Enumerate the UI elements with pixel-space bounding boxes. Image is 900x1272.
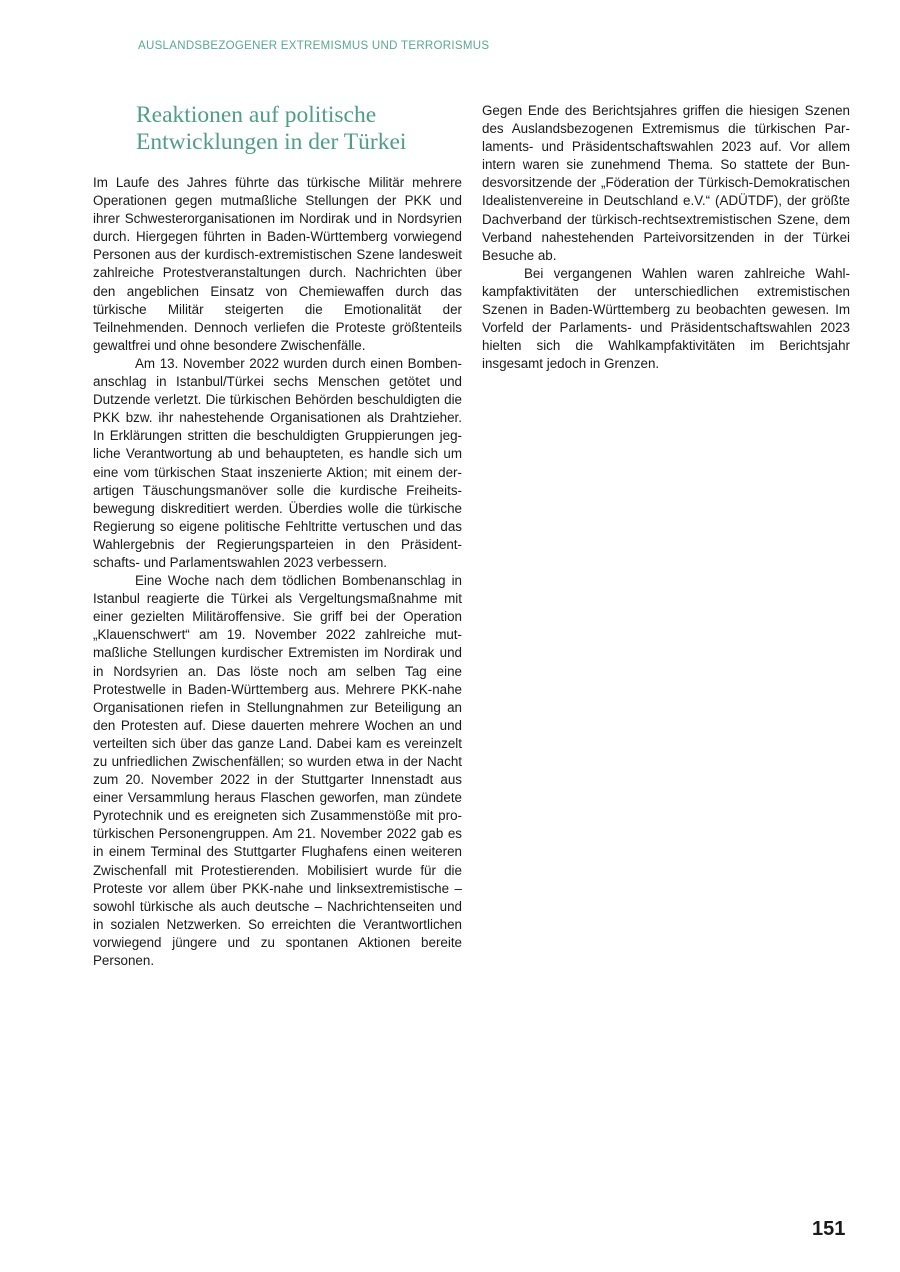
section-heading-line-1: Reaktionen auf politische (136, 102, 377, 128)
left-column (93, 102, 462, 970)
paragraph: Im Laufe des Jahres führte das türkische Militär mehrere Operationen gegen mutmaßliche Stellungen der PKK und ihrer Schwesterorganisationen im Nordirak und in Nordsyrien durch. Hiergegen führten in Baden-Württemberg vorwiegend Personen aus der kurdisch-extremistischen Szene landesweit zahlreiche Protestveranstaltungen durch. Nachrichten über den angeblichen Einsatz von Chemiewaffen durch das türkische Militär steigerten die Emotionalität der Teilnehmenden. Dennoch verliefen die Proteste größtenteils gewaltfrei und ohne besondere Zwischenfälle. (93, 175, 462, 353)
paragraph: Gegen Ende des Berichtsjahres griffen die hiesigen Szenen des Auslandsbezogenen Extremismus die türkischen Parlaments- und Präsidentschaftswahlen 2023 auf. Vor allem intern waren sie zunehmend Thema. So stattete der Bundesvorsitzende der „Föderation der Türkisch-Demokratischen Idealistenvereine in Deutschland e.V.“ (ADÜTDF), der größte Dachverband der türkisch-rechtsextremistischen Szene, dem Verband nahestehenden Parteivorsitzenden in der Türkei Besuche ab. (482, 103, 850, 263)
section-heading (136, 102, 462, 156)
running-head: AUSLANDSBEZOGENER EXTREMISMUS UND TERRORISMUS (138, 40, 490, 52)
section-heading-line-2: Entwicklungen in der Türkei (136, 129, 407, 155)
page-number: 151 (812, 1218, 846, 1240)
right-column (482, 102, 850, 373)
paragraph: Bei vergangenen Wahlen waren zahlreiche Wahlkampfaktivitäten der unterschiedlichen extremistischen Szenen in Baden-Württemberg zu beobachten gewesen. Im Vorfeld der Parlaments- und Präsidentschaftswahlen 2023 hielten sich die Wahlkampfaktivitäten im Berichtsjahr insgesamt jedoch in Grenzen. (482, 265, 850, 372)
paragraph: Eine Woche nach dem tödlichen Bombenanschlag in Istanbul reagierte die Türkei als Vergeltungsmaßnahme mit einer gezielten Militäroffensive. Sie griff bei der Operation „Klauenschwert“ am 19. November 2022 zahlreiche mutmaßliche Stellungen kurdischer Extremisten im Nordirak und in Nordsyrien an. Das löste noch am selben Tag eine Protestwelle in Baden-Württemberg aus. Mehrere PKK-nahe Organisationen riefen in Stellungnahmen zur Beteiligung an den Protesten auf. Diese dauerten mehrere Wochen an und verteilten sich über das ganze Land. Dabei kam es vereinzelt zu unfriedlichen Zwischenfällen; so wurden etwa in der Nacht zum 20. November 2022 in der Stuttgarter Innenstadt aus einer Versammlung heraus Flaschen geworfen, man zündete Pyrotechnik und es ereigneten sich Zusammenstöße mit pro-türkischen Personengruppen. Am 21. November 2022 gab es in einem Terminal des Stuttgarter Flughafens einen weiteren Zwischenfall mit Protestierenden. Mobilisiert wurde für die Proteste vor allem über PKK-nahe und linksextremistische – sowohl türkische als auch deutsche – Nachrichtenseiten und in sozialen Netzwerken. So erreichten die Verantwortlichen vorwiegend jüngere und zu spontanen Aktionen bereite Personen. (93, 573, 462, 969)
paragraph: Am 13. November 2022 wurden durch einen Bombenanschlag in Istanbul/Türkei sechs Menschen getötet und Dutzende verletzt. Die türkischen Behörden beschuldigten die PKK bzw. ihr nahestehende Organisationen als Drahtzieher. In Erklärungen stritten die beschuldigten Gruppierungen jegliche Verantwortung ab und behaupteten, es handle sich um eine vom türkischen Staat inszenierte Aktion; mit einem derartigen Täuschungsmanöver solle die kurdische Freiheitsbewegung diskreditiert werden. Überdies wolle die türkische Regierung so eigene politische Fehltritte vertuschen und das Wahlergebnis der Regierungsparteien in den Präsidentschafts- und Parlamentswahlen 2023 verbessern. (93, 355, 462, 570)
